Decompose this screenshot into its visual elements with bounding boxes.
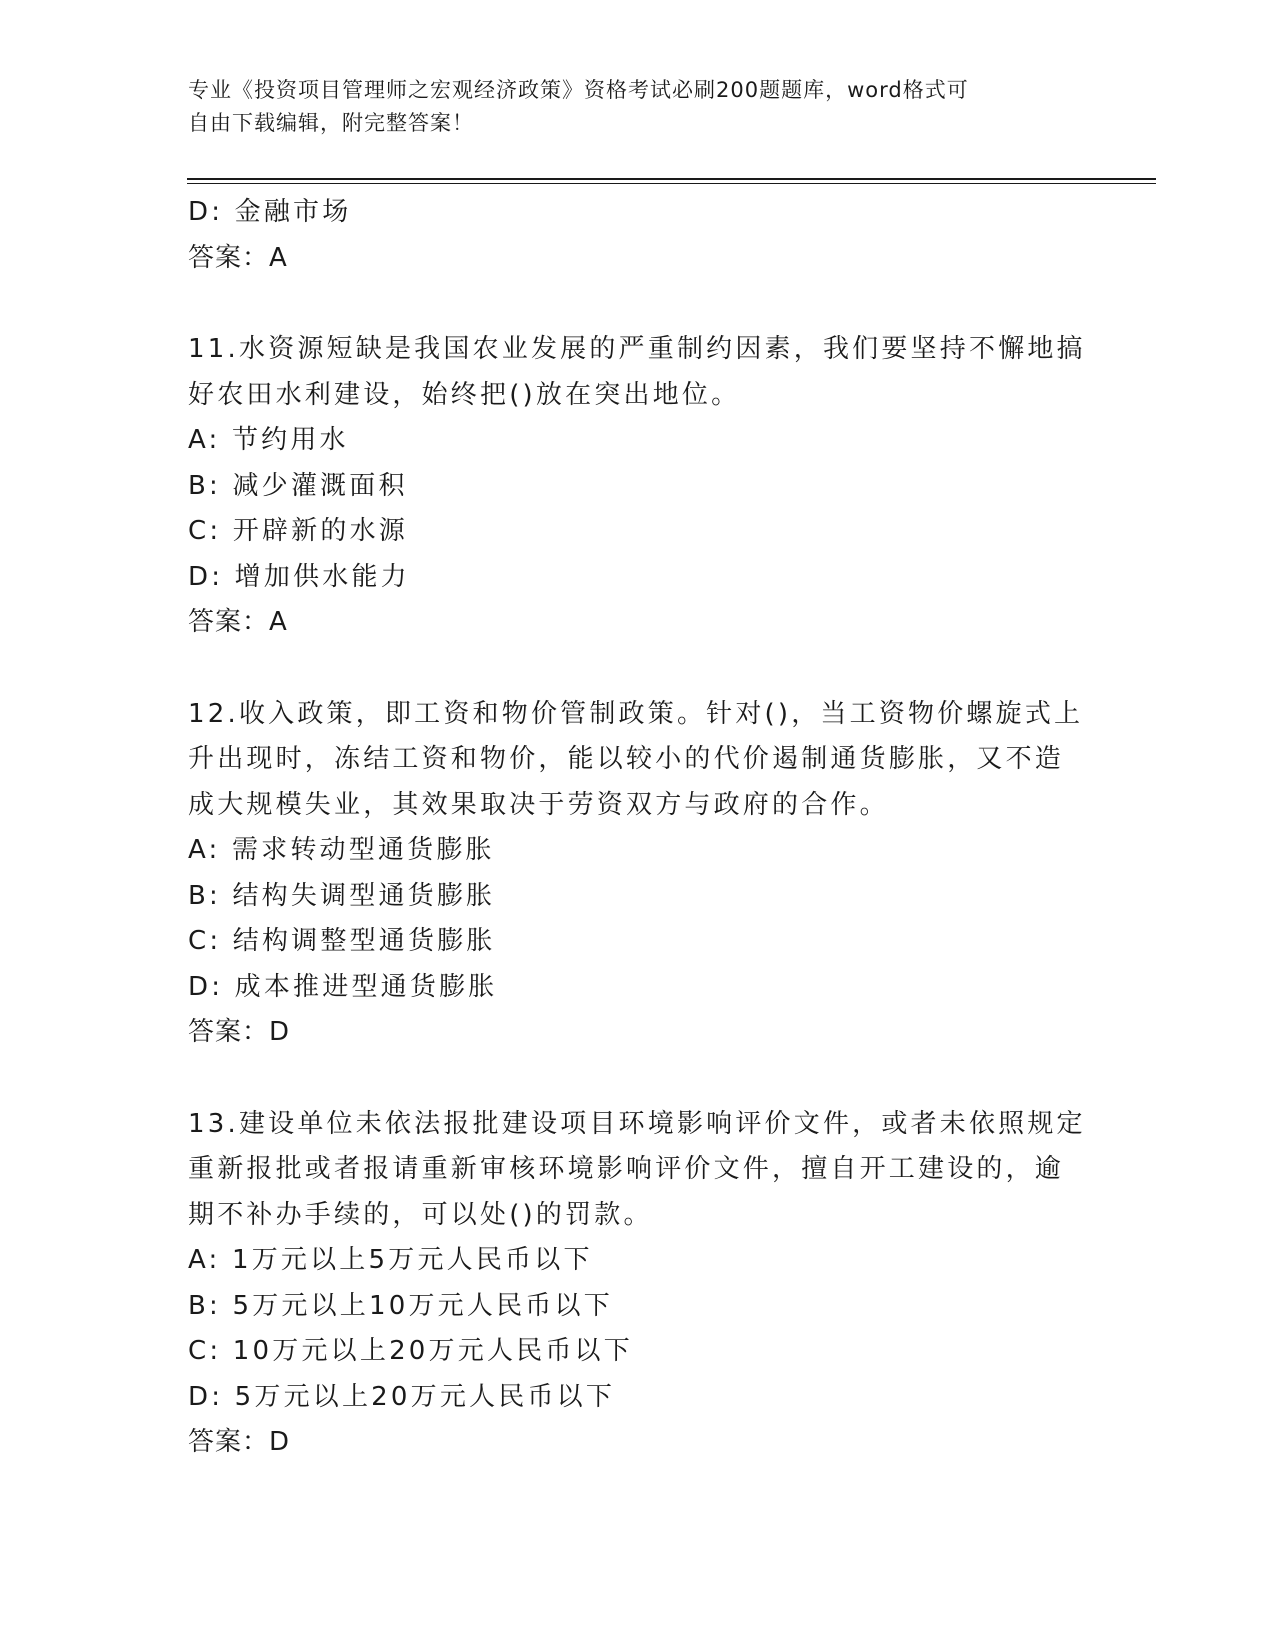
option-a: A: 需求转动型通货膨胀 bbox=[188, 835, 495, 865]
question-fragment bbox=[188, 190, 1088, 281]
option-c: C: 10万元以上20万元人民币以下 bbox=[188, 1336, 633, 1366]
header-divider bbox=[187, 178, 1156, 180]
question-13 bbox=[188, 1102, 1088, 1466]
option-b: B: 结构失调型通货膨胀 bbox=[188, 880, 496, 911]
option-a: A: 1万元以上5万元人民币以下 bbox=[188, 1245, 593, 1275]
option-c: C: 开辟新的水源 bbox=[188, 516, 408, 546]
header-line-2: 自由下载编辑，附完整答案！ bbox=[188, 111, 474, 135]
answer-line: 答案：A bbox=[188, 607, 288, 637]
question-11 bbox=[188, 327, 1088, 646]
document-header bbox=[188, 74, 1088, 140]
header-line-1: 专业《投资项目管理师之宏观经济政策》资格考试必刷200题题库，word格式可 bbox=[188, 78, 969, 102]
option-b: B: 5万元以上10万元人民币以下 bbox=[188, 1290, 613, 1321]
option-d: D: 增加供水能力 bbox=[188, 561, 410, 592]
option-b: B: 减少灌溉面积 bbox=[188, 470, 408, 501]
option-d: D: 5万元以上20万元人民币以下 bbox=[188, 1381, 616, 1412]
document-body bbox=[188, 190, 1088, 1466]
option-c: C: 结构调整型通货膨胀 bbox=[188, 926, 496, 956]
question-12 bbox=[188, 692, 1088, 1056]
question-stem: 12.收入政策，即工资和物价管制政策。针对()，当工资物价螺旋式上 升出现时，冻结工资和物价，能以较小的代价遏制通货膨胀，又不造 成大规模失业，其效果取决于劳资双方与政府的合作。 bbox=[188, 698, 1084, 820]
header-divider-thin bbox=[187, 183, 1156, 184]
answer-line: 答案：D bbox=[188, 1427, 291, 1457]
answer-line: 答案：A bbox=[188, 242, 288, 273]
question-stem: 11.水资源短缺是我国农业发展的严重制约因素，我们要坚持不懈地搞 好农田水利建设，始终把()放在突出地位。 bbox=[188, 334, 1086, 410]
option-d: D: 金融市场 bbox=[188, 197, 352, 227]
option-a: A: 节约用水 bbox=[188, 425, 349, 455]
option-d: D: 成本推进型通货膨胀 bbox=[188, 971, 498, 1002]
answer-line: 答案：D bbox=[188, 1017, 291, 1047]
question-stem: 13.建设单位未依法报批建设项目环境影响评价文件，或者未依照规定 重新报批或者报请重新审核环境影响评价文件，擅自开工建设的，逾 期不补办手续的，可以处()的罚款。 bbox=[188, 1108, 1086, 1230]
